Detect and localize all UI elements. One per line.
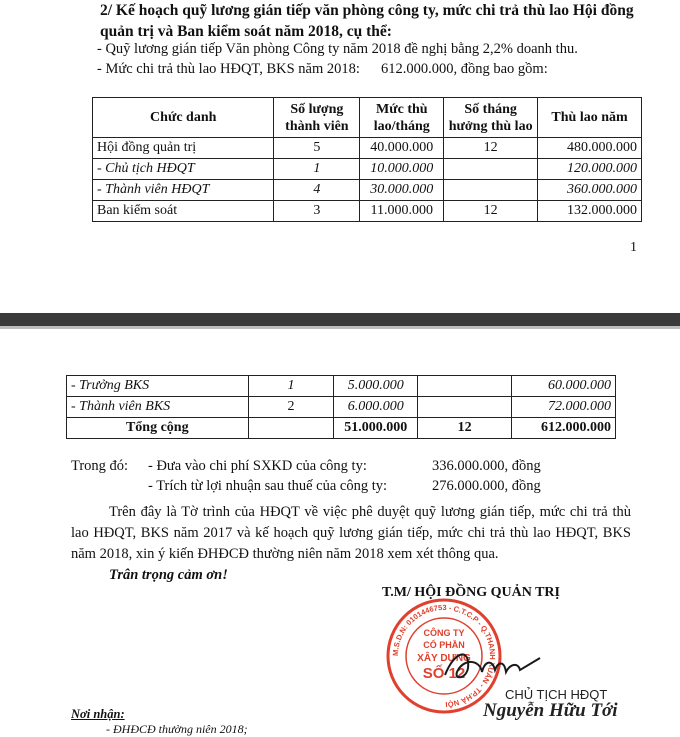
cell-months: 12 bbox=[444, 201, 538, 222]
breakdown-item2-value: 276.000.000, đồng bbox=[432, 478, 541, 494]
cell-title: - Thành viên HĐQT bbox=[93, 180, 274, 201]
cell-monthly: 40.000.000 bbox=[360, 138, 444, 159]
cell-months: 12 bbox=[444, 138, 538, 159]
closing-thanks: Trân trọng cảm ơn! bbox=[109, 567, 228, 583]
breakdown-label: Trong đó: bbox=[71, 458, 129, 474]
stamp-line: XÂY DỰNG bbox=[417, 653, 471, 664]
cell-total-annual: 612.000.000 bbox=[512, 418, 616, 439]
recipients-label: Nơi nhận: bbox=[71, 707, 125, 721]
breakdown-item2-label: - Trích từ lợi nhuận sau thuế của công ty: bbox=[148, 478, 388, 494]
cell-monthly: 6.000.000 bbox=[334, 397, 418, 418]
cell-title: Ban kiểm soát bbox=[93, 201, 274, 222]
signer-name: Nguyễn Hữu Tới bbox=[483, 700, 618, 721]
cell-total-label: Tổng cộng bbox=[67, 418, 249, 439]
page-number: 1 bbox=[630, 240, 637, 255]
table-row bbox=[93, 201, 642, 222]
cell-title: - Thành viên BKS bbox=[67, 397, 249, 418]
table-row bbox=[93, 159, 642, 180]
bullet-salary-fund: - Quỹ lương gián tiếp Văn phòng Công ty năm 2018 đề nghị bằng 2,2% doanh thu. bbox=[97, 41, 578, 57]
header-member-count: Số lượng thành viên bbox=[274, 98, 360, 138]
cell-annual: 72.000.000 bbox=[512, 397, 616, 418]
cell-annual: 60.000.000 bbox=[512, 376, 616, 397]
recipient-item: - ĐHĐCĐ thường niên 2018; bbox=[106, 722, 248, 736]
header-months: Số tháng hưởng thù lao bbox=[444, 98, 538, 138]
header-monthly-pay: Mức thù lao/tháng bbox=[360, 98, 444, 138]
cell-count: 4 bbox=[274, 180, 360, 201]
stamp-ring-text: M.S.D.N: 0101446753 - C.T.C.P - Q.THANH XUÂN - TP.HÀ NỘI bbox=[390, 602, 498, 710]
cell-total-monthly: 51.000.000 bbox=[334, 418, 418, 439]
cell-count bbox=[248, 418, 334, 439]
remuneration-table bbox=[92, 97, 642, 222]
table-row bbox=[93, 138, 642, 159]
cell-months bbox=[444, 180, 538, 201]
cell-count: 3 bbox=[274, 201, 360, 222]
section-title: 2/ Kế hoạch quỹ lương gián tiếp văn phòng công ty, mức chi trả thù lao Hội đồng quản trị và Ban kiểm soát năm 2018, cụ thể: bbox=[100, 2, 634, 40]
table-row bbox=[67, 376, 616, 397]
cell-count: 1 bbox=[274, 159, 360, 180]
table-total-row bbox=[67, 418, 616, 439]
cell-monthly: 10.000.000 bbox=[360, 159, 444, 180]
cell-months bbox=[418, 397, 512, 418]
cell-total-months: 12 bbox=[418, 418, 512, 439]
stamp-line: CÔNG TY bbox=[423, 628, 465, 638]
cell-annual: 132.000.000 bbox=[538, 201, 642, 222]
cell-months bbox=[418, 376, 512, 397]
cell-monthly: 5.000.000 bbox=[334, 376, 418, 397]
cell-annual: 360.000.000 bbox=[538, 180, 642, 201]
cell-monthly: 11.000.000 bbox=[360, 201, 444, 222]
cell-title: - Trưởng BKS bbox=[67, 376, 249, 397]
cell-count: 1 bbox=[248, 376, 334, 397]
header-annual-pay: Thù lao năm bbox=[538, 98, 642, 138]
table-row bbox=[67, 397, 616, 418]
cell-months bbox=[444, 159, 538, 180]
handwritten-signature bbox=[440, 640, 550, 690]
stamp-line: SỐ 12 bbox=[422, 665, 466, 682]
signature-on-behalf: T.M/ HỘI ĐỒNG QUẢN TRỊ bbox=[382, 585, 560, 600]
table-header-row bbox=[93, 98, 642, 138]
bullet-remuneration-value: 612.000.000, đồng bao gồm: bbox=[381, 61, 548, 77]
cell-count: 2 bbox=[248, 397, 334, 418]
cell-annual: 480.000.000 bbox=[538, 138, 642, 159]
page-separator-shadow bbox=[0, 326, 680, 329]
breakdown-item1-value: 336.000.000, đồng bbox=[432, 458, 541, 474]
cell-title: Hội đồng quản trị bbox=[93, 138, 274, 159]
cell-title: - Chủ tịch HĐQT bbox=[93, 159, 274, 180]
cell-annual: 120.000.000 bbox=[538, 159, 642, 180]
remuneration-table-continued bbox=[66, 375, 616, 439]
breakdown-item1-label: - Đưa vào chi phí SXKD của công ty: bbox=[148, 458, 367, 474]
page-separator bbox=[0, 313, 680, 326]
closing-paragraph: Trên đây là Tờ trình của HĐQT về việc phê duyệt quỹ lương gián tiếp, mức chi trả thù lao HĐQT, BKS năm 2017 và kế hoạch quỹ lương gián tiếp, mức chi trả thù lao HĐQT, BKS năm 2018, xin ý kiến ĐHĐCĐ thường niên năm 2018 xem xét thông qua. bbox=[71, 504, 631, 562]
cell-count: 5 bbox=[274, 138, 360, 159]
table-row bbox=[93, 180, 642, 201]
bullet-remuneration-label: - Mức chi trả thù lao HĐQT, BKS năm 2018: bbox=[97, 61, 360, 77]
stamp-line: CỔ PHẦN bbox=[423, 640, 465, 650]
signer-position: CHỦ TỊCH HĐQT bbox=[505, 687, 608, 702]
header-title: Chức danh bbox=[93, 98, 274, 138]
cell-monthly: 30.000.000 bbox=[360, 180, 444, 201]
